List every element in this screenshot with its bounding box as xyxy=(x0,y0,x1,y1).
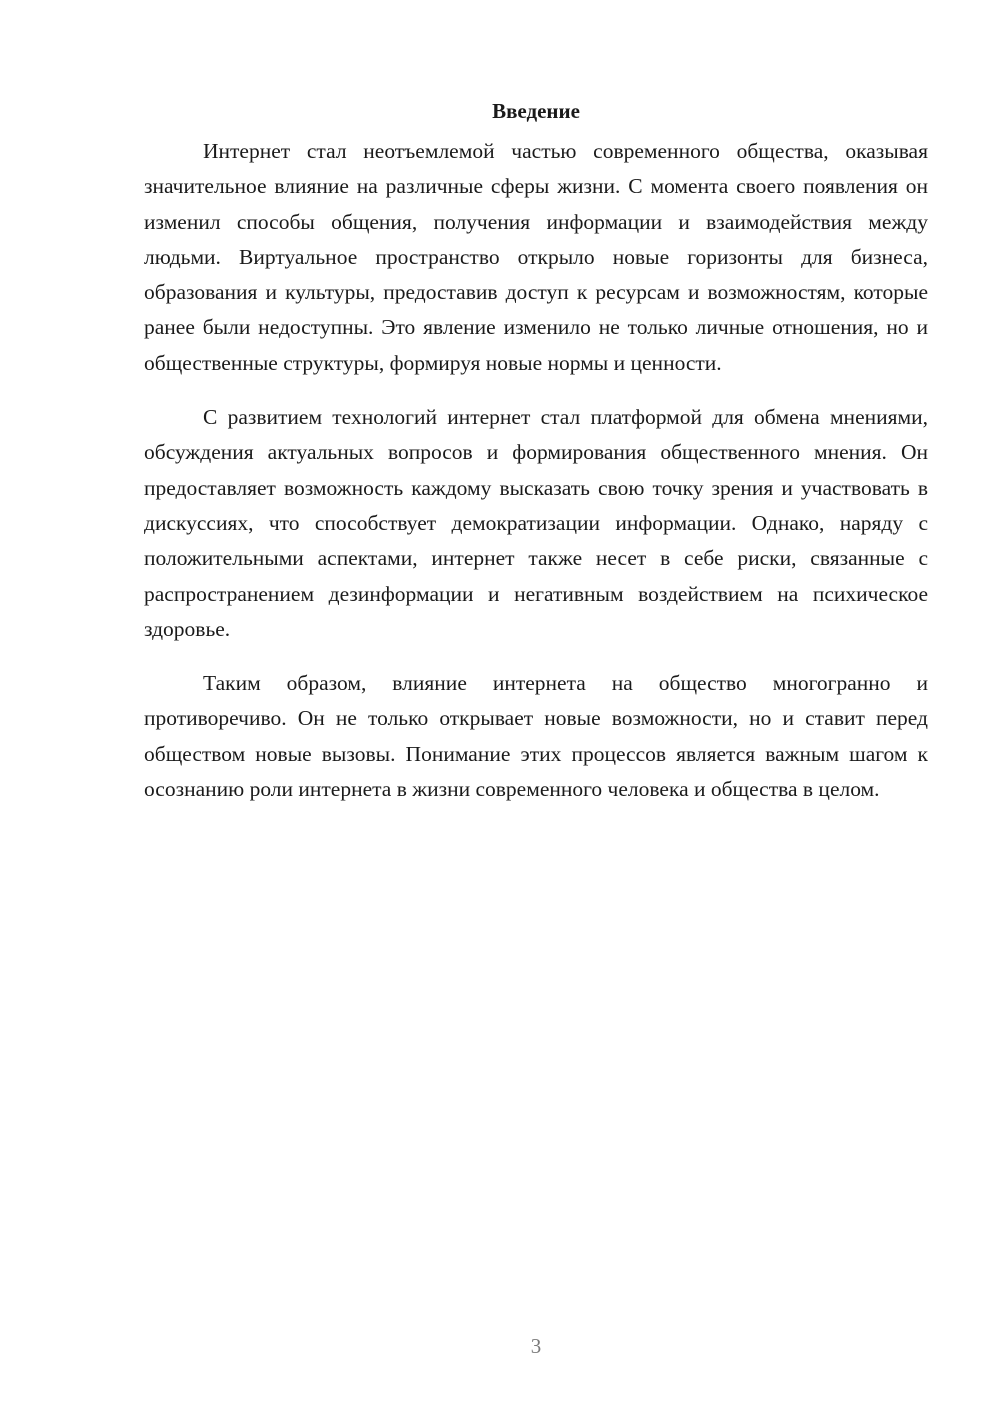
section-heading: Введение xyxy=(492,99,580,123)
page-content xyxy=(144,94,928,807)
paragraph-3: Таким образом, влияние интернета на общество многогранно и противоречиво. Он не только открывает новые возможности, но и ставит перед обществом новые вызовы. Понимание этих процессов является важным шагом к осознанию роли интернета в жизни современного человека и общества в целом. xyxy=(144,671,928,802)
paragraph-2: С развитием технологий интернет стал платформой для обмена мнениями, обсуждения актуальных вопросов и формирования общественного мнения. Он предоставляет возможность каждому высказать свою точку зрения и участвовать в дискуссиях, что способствует демократизации информации. Однако, наряду с положительными аспектами, интернет также несет в себе риски, связанные с распространением дезинформации и негативным воздействием на психическое здоровье. xyxy=(144,405,928,641)
page-number: 3 xyxy=(530,1334,542,1358)
paragraph-1: Интернет стал неотъемлемой частью современного общества, оказывая значительное влияние на различные сферы жизни. С момента своего появления он изменил способы общения, получения информации и взаимодействия между людьми. Виртуальное пространство открыло новые горизонты для бизнеса, образования и культуры, предоставив доступ к ресурсам и возможностям, которые ранее были недоступны. Это явление изменило не только личные отношения, но и общественные структуры, формируя новые нормы и ценности. xyxy=(144,139,928,375)
